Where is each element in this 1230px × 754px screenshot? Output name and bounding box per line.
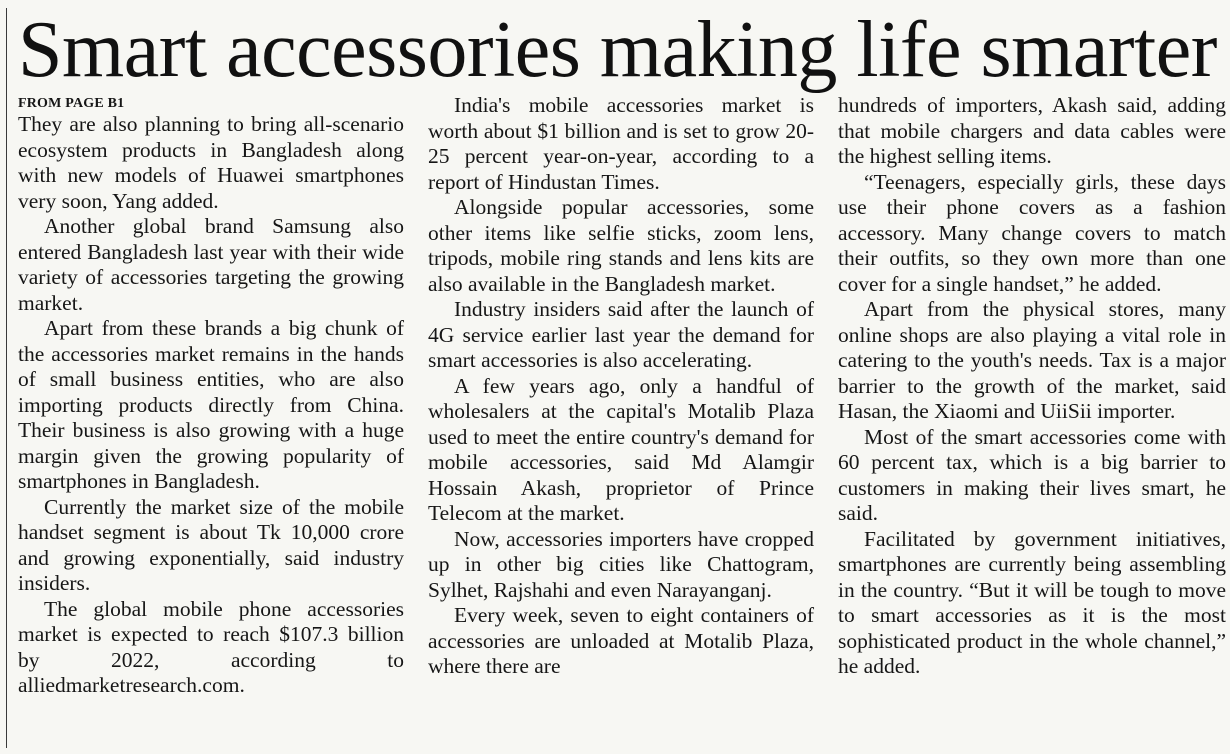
article-column-1 [18, 93, 404, 699]
paragraph: “Teenagers, especially girls, these days use their phone covers as a fashion accessory. Many change covers to match their outfits, so they own more than one cover for a single handset,” he added. [838, 169, 1226, 296]
article-column-3 [838, 93, 1226, 680]
paragraph: Another global brand Samsung also entered Bangladesh last year with their wide variety of accessories targeting the growing market. [18, 214, 404, 315]
paragraph: Now, accessories importers have cropped up in other big cities like Chattogram, Sylhet, Rajshahi and even Narayanganj. [428, 526, 814, 602]
paragraph: They are also planning to bring all-scenario ecosystem products in Bangladesh along with new models of Huawei smartphones very soon, Yang added. [18, 112, 404, 213]
continuation-kicker: FROM PAGE B1 [18, 96, 125, 111]
paragraph: Industry insiders said after the launch of 4G service earlier last year the demand for smart accessories is also accelerating. [428, 297, 814, 372]
paragraph: Most of the smart accessories come with 60 percent tax, which is a big barrier to customers in making their lives smart, he said. [838, 424, 1226, 525]
article-column-2 [428, 93, 814, 680]
paragraph: Every week, seven to eight containers of accessories are unloaded at Motalib Plaza, where there are [428, 603, 814, 678]
paragraph: Apart from these brands a big chunk of the accessories market remains in the hands of small business entities, who are also importing products directly from China. Their business is also growing with a huge margin given the growing popularity of smartphones in Bangladesh. [18, 316, 404, 493]
paragraph: Apart from the physical stores, many online shops are also playing a vital role in catering to the youth's needs. Tax is a major barrier to the growth of the market, said Hasan, the Xiaomi and UiiSii importer. [838, 297, 1226, 423]
paragraph: India's mobile accessories market is worth about $1 billion and is set to grow 20-25 percent year-on-year, according to a report of Hindustan Times. [428, 93, 814, 194]
paragraph: Facilitated by government initiatives, smartphones are currently being assembling in the country. “But it will be tough to move to smart accessories as it is the most sophisticated product in the whole channel,” he added. [838, 526, 1226, 678]
paragraph: The global mobile phone accessories market is expected to reach $107.3 billion by 2022, according to alliedmarketresearch.com. [18, 596, 404, 697]
headline: Smart accessories making life smarter [18, 6, 1217, 94]
paragraph: Alongside popular accessories, some other items like selfie sticks, zoom lens, tripods, mobile ring stands and lens kits are also available in the Bangladesh market. [428, 195, 814, 296]
paragraph: A few years ago, only a handful of wholesalers at the capital's Motalib Plaza used to meet the entire country's demand for mobile accessories, said Md Alamgir Hossain Akash, proprietor of Prince Telecom at the market. [428, 373, 814, 525]
paragraph: hundreds of importers, Akash said, adding that mobile chargers and data cables were the highest selling items. [838, 93, 1226, 168]
paragraph: Currently the market size of the mobile handset segment is about Tk 10,000 crore and growing exponentially, said industry insiders. [18, 494, 404, 595]
article-body [0, 93, 1230, 753]
